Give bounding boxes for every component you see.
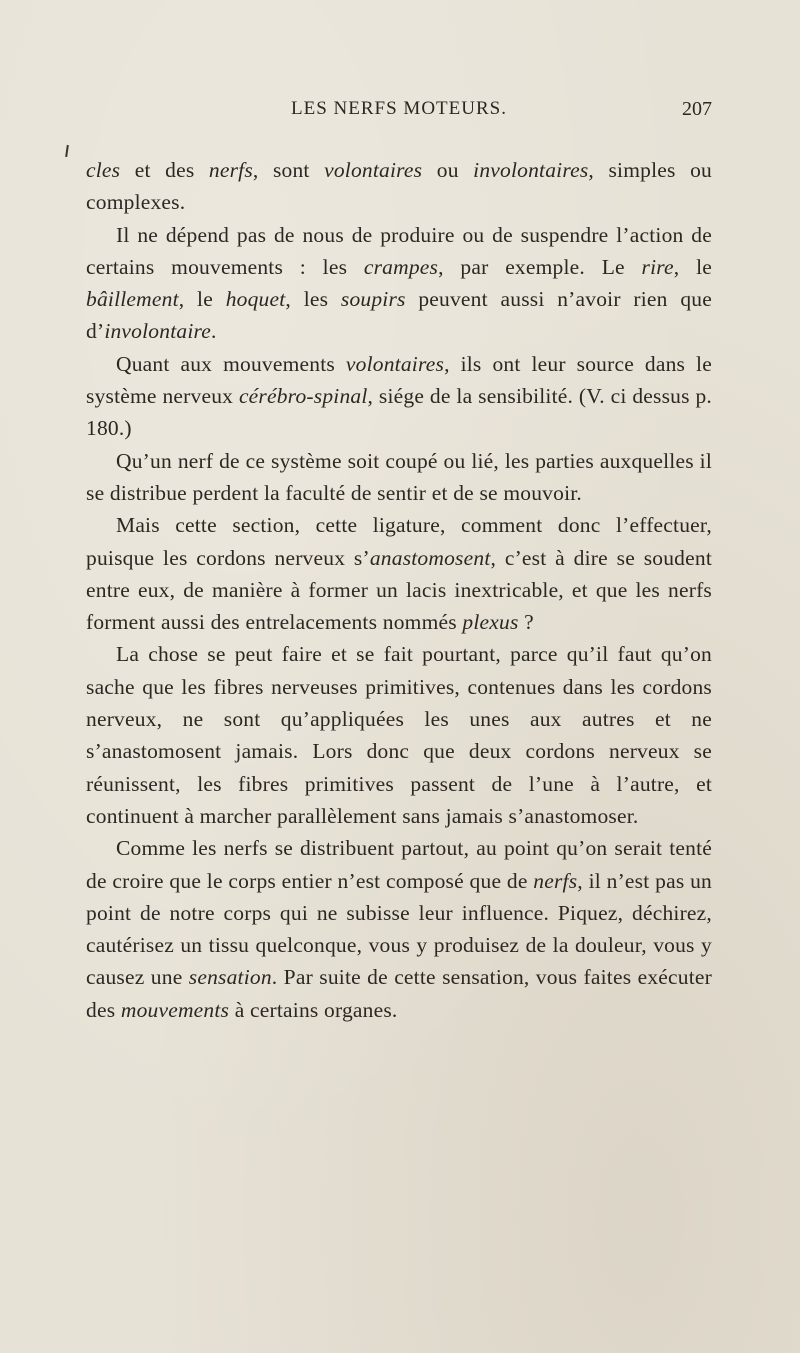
italic-run: volontaires [345,351,445,376]
text-run: La chose se peut faire et se fait pourtant, parce qu’il faut qu’on sache que les fibres nerveuses primitives, contenues dans les cordons nerveux, ne sont qu’appliquées les unes aux autres et ne s’anastomosent jamais. Lors donc que deux cordons nerveux se réunissent, les fibres primitives passent de l’une à l’autre, et continuent à marcher parallèlement sans jamais s’anastomoser. [86,642,712,828]
text-run: ou [422,158,474,182]
text-run: , les [285,287,341,312]
italic-run: cérébro-spinal [238,384,368,409]
italic-run: involontaire [104,319,212,344]
paragraph [86,445,712,510]
text-run: , sont [252,158,325,182]
text-run: Comme les nerfs se distribuent partout, au point qu’on serait tenté de croire que le corps entier n’est composé que de [86,836,712,893]
italic-run: bâillement [86,287,179,312]
text-run: , le [673,254,712,279]
italic-run: anastomosent [369,545,491,570]
italic-run: rire [641,254,674,279]
text-run: , c’est à dire se soudent entre eux, de manière à former un lacis inextricable, et que les nerfs forment aussi des entrelacements nommés [86,545,712,635]
paragraph [86,154,712,219]
text-run: Il ne dépend pas de nous de produire ou de suspendre l’action de certains mouvements : les [86,222,712,279]
italic-run: mouvements [120,997,230,1022]
italic-run: nerfs [533,868,578,893]
paragraph [86,638,712,832]
text-run: , par exemple. Le [438,254,642,279]
italic-run: volontaires [324,158,423,182]
text-run: , le [178,287,226,312]
text-run: Mais cette section, cette ligature, comment donc l’effectuer, puisque les cordons nerveux s’ [86,513,712,570]
italic-run: sensation [188,965,272,990]
text-run: Qu’un nerf de ce système soit coupé ou lié, les parties auxquelles il se distribue perdent la faculté de sentir et de se mouvoir. [86,448,712,505]
italic-run: nerfs [208,158,253,182]
margin-mark [65,145,69,157]
italic-run: involontaires [473,158,589,182]
paragraph [86,348,712,445]
text-run: ? [518,610,534,635]
text-run: , ils ont leur source dans le système nerveux [86,351,712,409]
text-run: . Par suite de cette sensation, vous faites exécuter des [86,965,713,1022]
body-text [86,154,712,1026]
italic-run: plexus [462,610,519,635]
page-number: 207 [682,98,712,120]
text-run: Quant aux mouvements [116,351,346,376]
italic-run: hoquet [225,287,286,312]
running-head [86,98,712,128]
italic-run: cles [86,158,121,182]
text-run: . [211,319,217,344]
text-run: à certains organes. [229,997,398,1022]
italic-run: crampes [363,254,439,279]
paragraph [86,832,712,1026]
text-run: peuvent aussi n’avoir rien que d’ [86,287,712,344]
paragraph [86,219,712,348]
text-run: , il n’est pas un point de notre corps qui ne subisse leur influence. Piquez, déchirez, cautérisez un tissu quelconque, vous y produisez de la douleur, vous y causez une [86,868,712,990]
italic-run: soupirs [340,287,406,312]
text-run: , siége de la sensibilité. (V. ci dessus p. 180.) [86,384,712,441]
paragraph [86,509,712,638]
text-run: , simples ou complexes. [86,158,712,215]
text-run: et des [120,158,209,182]
running-title: LES NERFS MOTEURS. [291,98,507,119]
